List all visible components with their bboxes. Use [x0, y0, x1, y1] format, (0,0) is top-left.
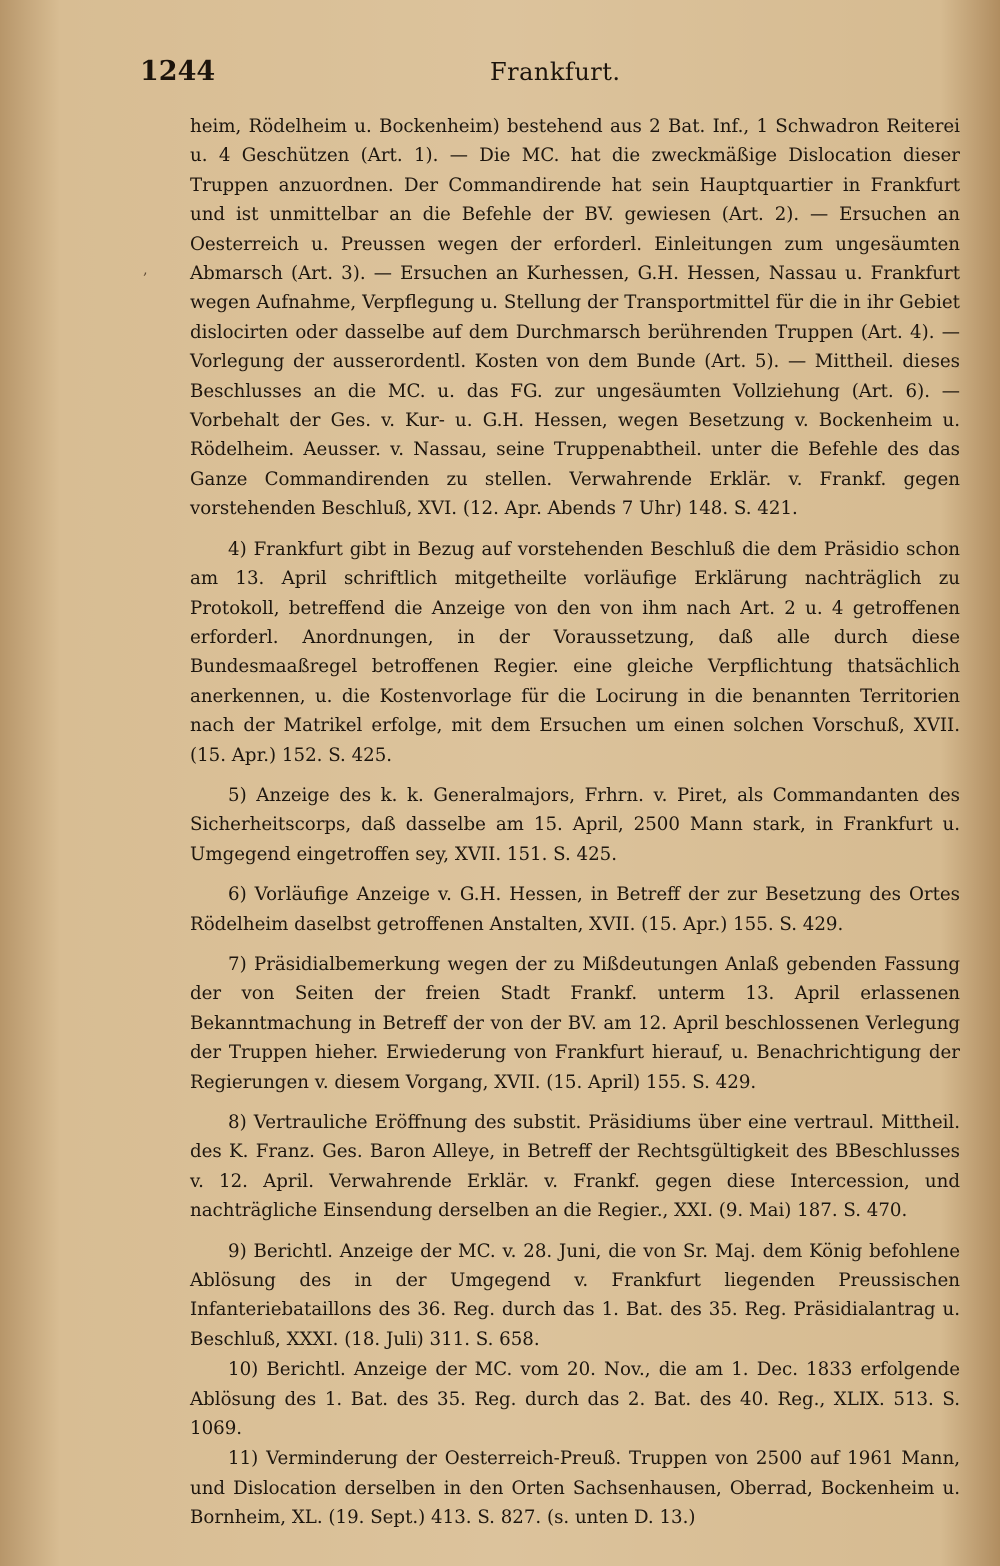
entry-8: 8) Vertrauliche Eröffnung des substit. Präsidiums über eine vertraul. Mittheil. des K. Franz. Ges. Baron Alleye, in Betreff der Rechtsgültigkeit des BBeschlusses v. 12. April. Verwahrende Erklär. v. Frankf. gegen diese Intercession, und nachträgliche Einsendung derselben an die Regier., XXI. (9. Mai) 187. S. 470. [190, 1112, 960, 1222]
entry-7: 7) Präsidialbemerkung wegen der zu Mißdeutungen Anlaß gebenden Fassung der von Seiten der freien Stadt Frankf. unterm 13. April erlassenen Bekanntmachung in Betreff der von der BV. am 12. April beschlossenen Verlegung der Truppen hieher. Erwiederung von Frankfurt hierauf, u. Benachrichtigung der Regierungen v. diesem Vorgang, XVII. (15. April) 155. S. 429. [190, 953, 960, 1093]
page-number: 1244 [140, 56, 216, 87]
running-head: Frankfurt. [490, 58, 621, 86]
entry-5: 5) Anzeige des k. k. Generalmajors, Frhrn. v. Piret, als Commandanten des Sicherheitscorps, daß dasselbe am 15. April, 2500 Mann stark, in Frankfurt u. Umgegend eingetroffen sey, XVII. 151. S. 425. [190, 784, 960, 865]
entry-4: 4) Frankfurt gibt in Bezug auf vorstehenden Beschluß die dem Präsidio schon am 13. April schriftlich mitgetheilte vorläufige Erklärung nachträglich zu Protokoll, betreffend die Anzeige von den von ihm nach Art. 2 u. 4 getroffenen erforderl. Anordnungen, in der Voraussetzung, daß alle durch diese Bundesmaaßregel betroffenen Regier. eine gleiche Verpflichtung thatsächlich anerkennen, u. die Kostenvorlage für die Locirung in die benannten Territorien nach der Matrikel erfolge, mit dem Ersuchen um einen solchen Vorschuß, XVII. (15. Apr.) 152. S. 425. [190, 538, 960, 766]
entry-11: 11) Verminderung der Oesterreich-Preuß. Truppen von 2500 auf 1961 Mann, und Dislocation derselben in den Orten Sachsenhausen, Oberrad, Bockenheim u. Bornheim, XL. (19. Sept.) 413. S. 827. (s. unten D. 13.) [190, 1448, 960, 1529]
index-entries [190, 112, 960, 1533]
entry-10: 10) Berichtl. Anzeige der MC. vom 20. Nov., die am 1. Dec. 1833 erfolgende Ablösung des 1. Bat. des 35. Reg. durch das 2. Bat. des 40. Reg., XLIX. 513. S. 1069. [190, 1359, 960, 1440]
entry-continuation: heim, Rödelheim u. Bockenheim) bestehend aus 2 Bat. Inf., 1 Schwadron Reiterei u. 4 Geschützen (Art. 1). — Die MC. hat die zweckmäßige Dislocation dieser Truppen anzuordnen. Der Commandirende hat sein Hauptquartier in Frankfurt und ist unmittelbar an die Befehle der BV. gewiesen (Art. 2). — Ersuchen an Oesterreich u. Preussen wegen der erforderl. Einleitungen zum ungesäumten Abmarsch (Art. 3). — Ersuchen an Kurhessen, G.H. Hessen, Nassau u. Frankfurt wegen Aufnahme, Verpflegung u. Stellung der Transportmittel für die in ihr Gebiet dislocirten oder dasselbe auf dem Durchmarsch berührenden Truppen (Art. 4). — Vorlegung der ausserordentl. Kosten von dem Bunde (Art. 5). — Mittheil. dieses Beschlusses an die MC. u. das FG. zur ungesäumten Vollziehung (Art. 6). — Vorbehalt der Ges. v. Kur- u. G.H. Hessen, wegen Besetzung v. Bockenheim u. Rödelheim. Aeusser. v. Nassau, seine Truppenabtheil. unter die Befehle des das Ganze Commandirenden zu stellen. Verwahrende Erklär. v. Frankf. gegen vorstehenden Beschluß, XVI. (12. Apr. Abends 7 Uhr) 148. S. 421. [190, 116, 960, 520]
entry-6: 6) Vorläufige Anzeige v. G.H. Hessen, in Betreff der zur Besetzung des Ortes Rödelheim daselbst getroffenen Anstalten, XVII. (15. Apr.) 155. S. 429. [190, 884, 960, 935]
page-header [140, 56, 960, 96]
entry-9: 9) Berichtl. Anzeige der MC. v. 28. Juni, die von Sr. Maj. dem König befohlene Ablösung des in der Umgegend v. Frankfurt liegenden Preussischen Infanteriebataillons des 36. Reg. durch das 1. Bat. des 35. Reg. Präsidialantrag u. Beschluß, XXXI. (18. Juli) 311. S. 658. [190, 1240, 960, 1350]
margin-mark: ‚ [143, 262, 148, 278]
